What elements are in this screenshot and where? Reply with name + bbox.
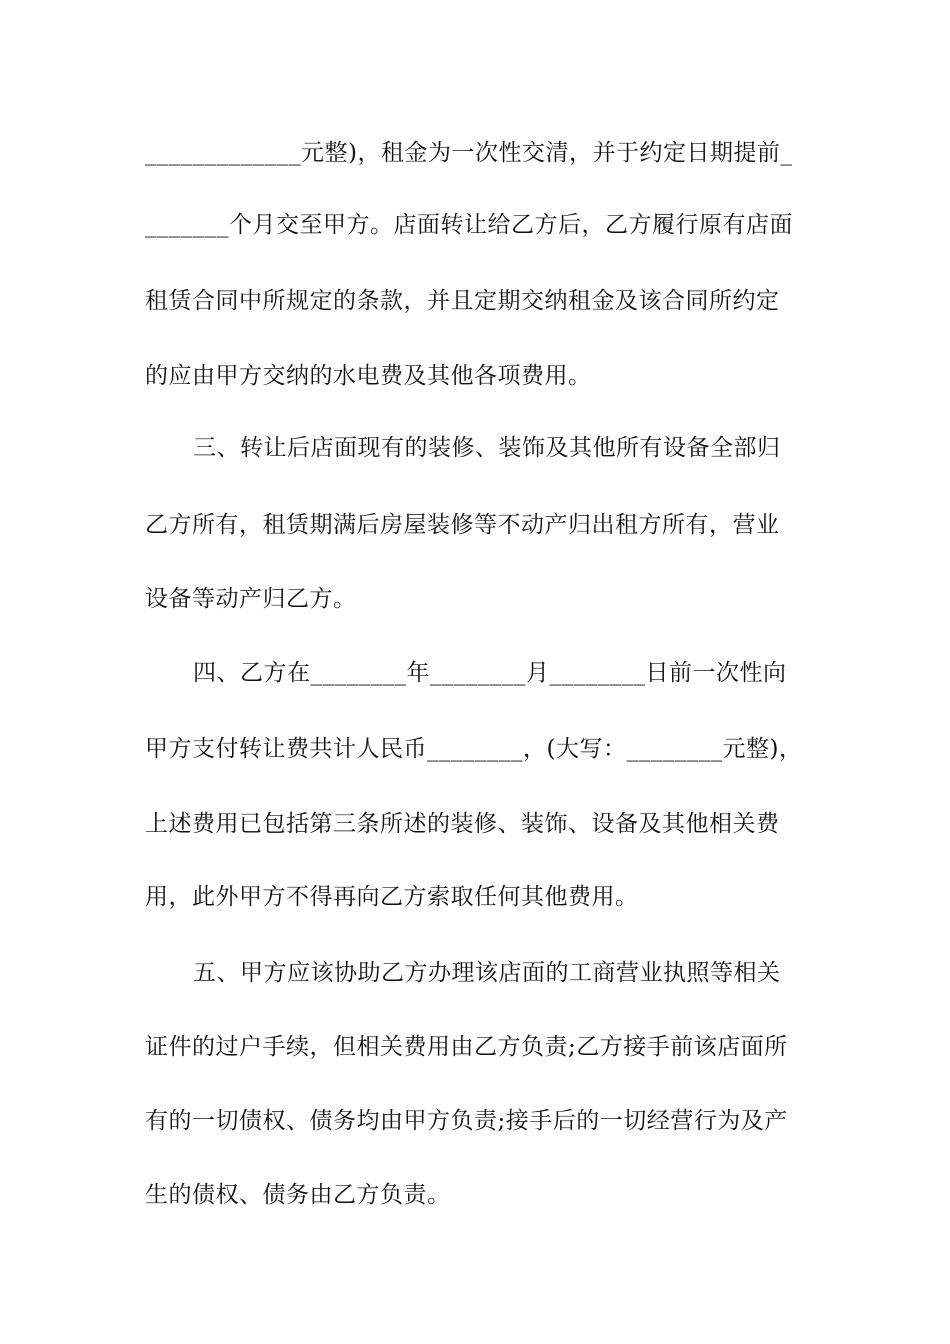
- clause-four-line-1: 四、乙方在________年________月________日前一次性向: [193, 660, 787, 686]
- clause-three-line-3: 设备等动产归乙方。: [145, 586, 357, 612]
- clause-four-line-2: 甲方支付转让费共计人民币________，(大写：________元整)，: [145, 736, 803, 762]
- clause-five-line-1: 五、甲方应该协助乙方办理该店面的工商营业执照等相关: [193, 960, 781, 986]
- text-line-3: 租赁合同中所规定的条款，并且定期交纳租金及该合同所约定: [145, 288, 780, 314]
- clause-four-line-3: 上述费用已包括第三条所述的装修、装饰、设备及其他相关费: [145, 811, 780, 837]
- clause-three-line-1: 三、转让后店面现有的装修、装饰及其他所有设备全部归: [193, 435, 781, 461]
- clause-five-line-4: 生的债权、债务由乙方负责。: [145, 1182, 451, 1208]
- text-line-4: 的应由甲方交纳的水电费及其他各项费用。: [145, 363, 592, 389]
- text-line-1: _____________元整)，租金为一次性交清，并于约定日期提前_: [145, 140, 793, 166]
- clause-four-line-4: 用，此外甲方不得再向乙方索取任何其他费用。: [145, 884, 639, 910]
- text-line-2: _______个月交至甲方。店面转让给乙方后，乙方履行原有店面: [145, 212, 793, 238]
- clause-five-line-3: 有的一切债权、债务均由甲方负责;接手后的一切经营行为及产: [145, 1108, 788, 1134]
- clause-five-line-2: 证件的过户手续，但相关费用由乙方负责;乙方接手前该店面所: [145, 1034, 788, 1060]
- clause-three-line-2: 乙方所有，租赁期满后房屋装修等不动产归出租方所有，营业: [145, 512, 780, 538]
